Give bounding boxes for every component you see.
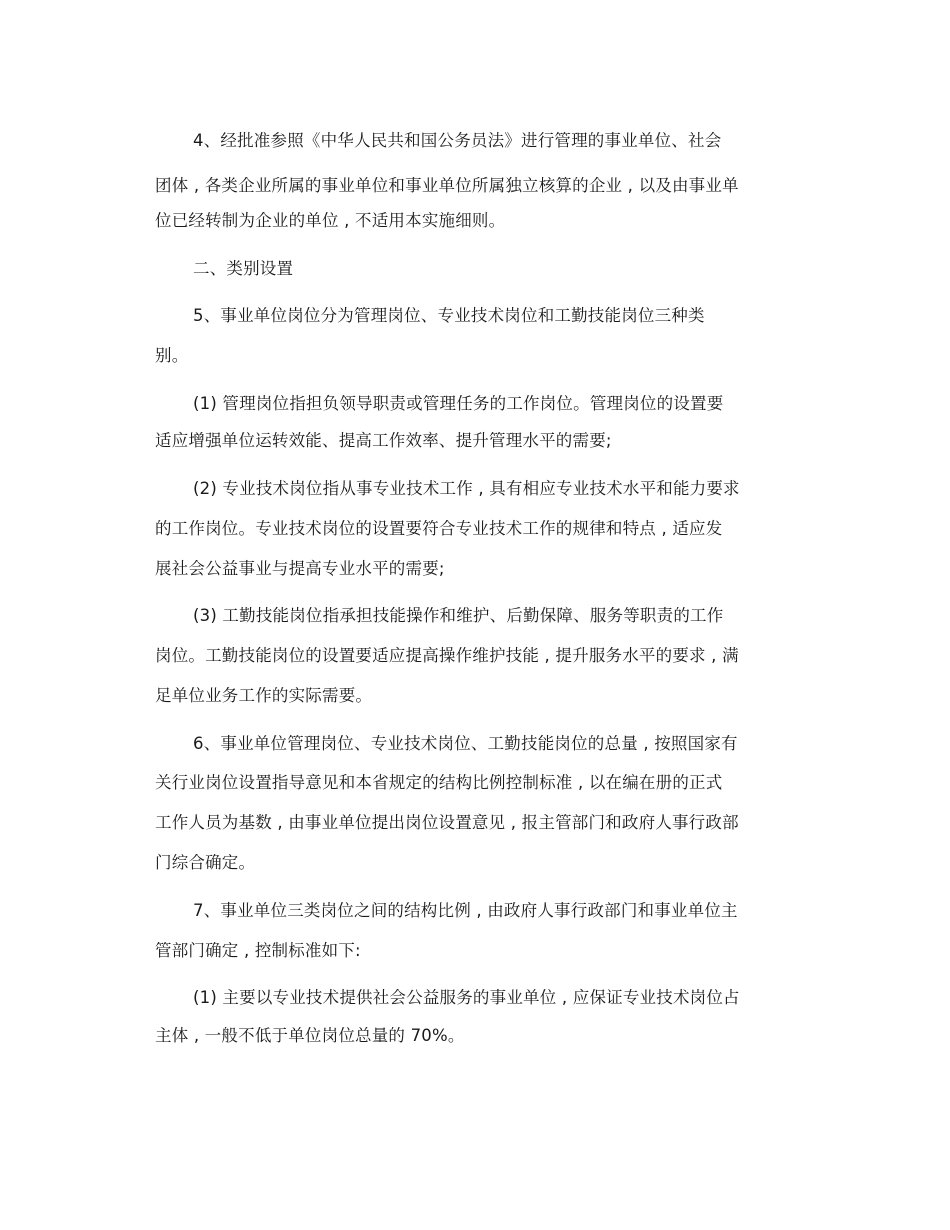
item-3-line-2: 岗位。工勤技能岗位的设置要适应提高操作维护技能 , 提升服务水平的要求 , 满 <box>155 646 739 665</box>
paragraph-7-line-1: 7、事业单位三类岗位之间的结构比例 , 由政府人事行政部门和事业单位主 <box>193 901 738 920</box>
paragraph-5-line-2: 别。 <box>155 346 189 365</box>
paragraph-6-line-4: 门综合确定。 <box>155 853 256 872</box>
item-7-1-line-1: (1) 主要以专业技术提供社会公益服务的事业单位 , 应保证专业技术岗位占 <box>193 988 740 1007</box>
paragraph-1-line-3: 位已经转制为企业的单位 , 不适用本实施细则。 <box>155 211 506 230</box>
item-1-line-2: 适应增强单位运转效能、提高工作效率、提升管理水平的需要; <box>155 431 612 450</box>
item-2-line-3: 展社会公益事业与提高专业水平的需要; <box>155 559 445 578</box>
paragraph-7-line-2: 管部门确定 , 控制标准如下: <box>155 941 361 960</box>
item-2-line-1: (2) 专业技术岗位指从事专业技术工作 , 具有相应专业技术水平和能力要求 <box>193 479 740 498</box>
paragraph-6-line-2: 关行业岗位设置指导意见和本省规定的结构比例控制标准 , 以在编在册的正式 <box>155 773 723 792</box>
item-7-1-line-2: 主体 , 一般不低于单位岗位总量的 70%。 <box>155 1026 465 1045</box>
section-heading: 二、类别设置 <box>193 259 294 278</box>
paragraph-1-line-1: 4、经批准参照《中华人民共和国公务员法》进行管理的事业单位、社会 <box>193 131 722 150</box>
item-3-line-3: 足单位业务工作的实际需要。 <box>155 686 373 705</box>
item-2-line-2: 的工作岗位。专业技术岗位的设置要符合专业技术工作的规律和特点 , 适应发 <box>155 519 723 538</box>
item-3-line-1: (3) 工勤技能岗位指承担技能操作和维护、后勤保障、服务等职责的工作 <box>193 606 724 625</box>
paragraph-5-line-1: 5、事业单位岗位分为管理岗位、专业技术岗位和工勤技能岗位三种类 <box>193 306 705 325</box>
paragraph-6-line-1: 6、事业单位管理岗位、专业技术岗位、工勤技能岗位的总量 , 按照国家有 <box>193 734 738 753</box>
paragraph-1-line-2: 团体 , 各类企业所属的事业单位和事业单位所属独立核算的企业 , 以及由事业单 <box>155 176 739 195</box>
paragraph-6-line-3: 工作人员为基数 , 由事业单位提出岗位设置意见 , 报主管部门和政府人事行政部 <box>155 813 739 832</box>
item-1-line-1: (1) 管理岗位指担负领导职责或管理任务的工作岗位。管理岗位的设置要 <box>193 394 724 413</box>
